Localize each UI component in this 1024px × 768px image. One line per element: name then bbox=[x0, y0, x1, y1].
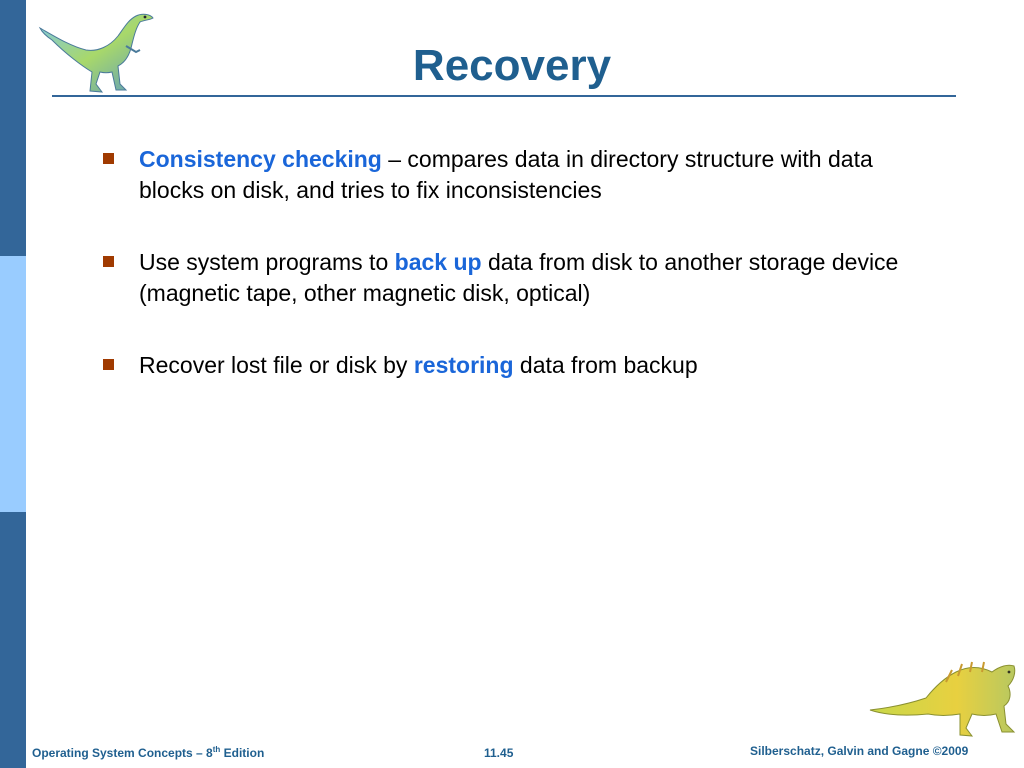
bullet-text: Use system programs to bbox=[139, 249, 395, 275]
footer-copyright: Silberschatz, Galvin and Gagne ©2009 bbox=[750, 744, 969, 758]
slide-title: Recovery bbox=[412, 41, 612, 90]
bullet-keyword: restoring bbox=[413, 352, 514, 378]
bullet-text: data from disk to another storage device (magnetic tape, other magnetic disk, optical) bbox=[139, 249, 899, 306]
bullet-item bbox=[100, 247, 940, 309]
title-divider bbox=[52, 95, 956, 97]
footer-edition-text: Edition bbox=[220, 746, 265, 760]
bullet-item bbox=[100, 350, 940, 381]
bullet-keyword: back up bbox=[394, 249, 482, 275]
bullet-marker bbox=[103, 256, 114, 267]
bullet-text: data from backup bbox=[513, 352, 698, 378]
bullet-item bbox=[100, 144, 940, 206]
footer-book-title-text: Operating System Concepts – 8 bbox=[32, 746, 213, 760]
bullet-list bbox=[100, 144, 940, 422]
footer-book-title bbox=[32, 746, 264, 760]
left-side-bar-highlight bbox=[0, 256, 26, 512]
bullet-marker bbox=[103, 153, 114, 164]
footer-superscript: th bbox=[212, 745, 221, 754]
bullet-keyword: Consistency checking bbox=[139, 146, 382, 172]
bullet-marker bbox=[103, 359, 114, 370]
dinosaur-icon bbox=[868, 658, 1018, 738]
footer-page-number: 11.45 bbox=[484, 746, 514, 760]
bullet-text: – compares data in directory structure with data blocks on disk, and tries to fix inconsistencies bbox=[139, 146, 873, 203]
bullet-text: Recover lost file or disk by bbox=[139, 352, 414, 378]
